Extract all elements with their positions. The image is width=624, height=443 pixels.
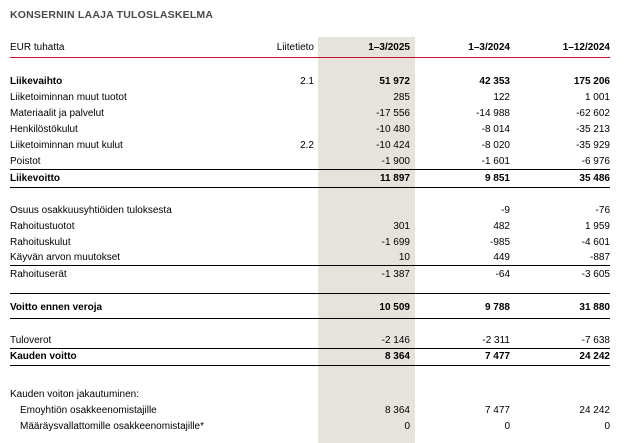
header-period-3: 1–12/2024 [562, 42, 610, 53]
table-row: Liikevaihto 2.1 51 972 42 353 175 206 [10, 76, 610, 87]
table-row-section-label: Kauden voiton jakautuminen: [10, 389, 139, 400]
table-row: Rahoituskulut -1 699 -985 -4 601 [10, 237, 610, 248]
statement-title: KONSERNIN LAAJA TULOSLASKELMA [10, 9, 214, 21]
table-row-total: Kauden voitto 8 364 7 477 24 242 [10, 351, 610, 362]
table-row-subtotal: Rahoituserät -1 387 -64 -3 605 [10, 269, 610, 280]
header-period-1: 1–3/2025 [368, 42, 410, 53]
row-divider [10, 365, 610, 366]
header-currency-label: EUR tuhatta [10, 42, 65, 53]
table-row: Osuus osakkuusyhtiöiden tuloksesta -9 -76 [10, 205, 610, 216]
table-row: Tuloverot -2 146 -2 311 -7 638 [10, 335, 610, 346]
row-divider [10, 187, 610, 188]
table-row: Emoyhtiön osakkeenomistajille 8 364 7 477 24 242 [20, 405, 610, 416]
table-row-total: Voitto ennen veroja 10 509 9 788 31 880 [10, 302, 610, 313]
table-row: Materiaalit ja palvelut -17 556 -14 988 -62 602 [10, 108, 610, 119]
table-row: Käyvän arvon muutokset 10 449 -887 [10, 252, 610, 263]
table-row: Poistot -1 900 -1 601 -6 976 [10, 156, 610, 167]
table-row-total: Liikevoitto 11 897 9 851 35 486 [10, 173, 610, 184]
table-row: Rahoitustuotot 301 482 1 959 [10, 221, 610, 232]
table-row: Liiketoiminnan muut tuotot 285 122 1 001 [10, 92, 610, 103]
header-note: Liitetieto [276, 42, 314, 53]
table-row: Liiketoiminnan muut kulut 2.2 -10 424 -8 020 -35 929 [10, 140, 610, 151]
table-row: Määräysvallattomille osakkeenomistajille* 0 0 0 [20, 421, 610, 432]
row-divider [10, 293, 610, 294]
header-divider [10, 57, 610, 58]
row-divider [10, 265, 610, 266]
row-divider [10, 169, 610, 170]
header-period-2: 1–3/2024 [468, 42, 510, 53]
table-row: Henkilöstökulut -10 480 -8 014 -35 213 [10, 124, 610, 135]
header-row [10, 40, 610, 55]
row-divider [10, 318, 610, 319]
